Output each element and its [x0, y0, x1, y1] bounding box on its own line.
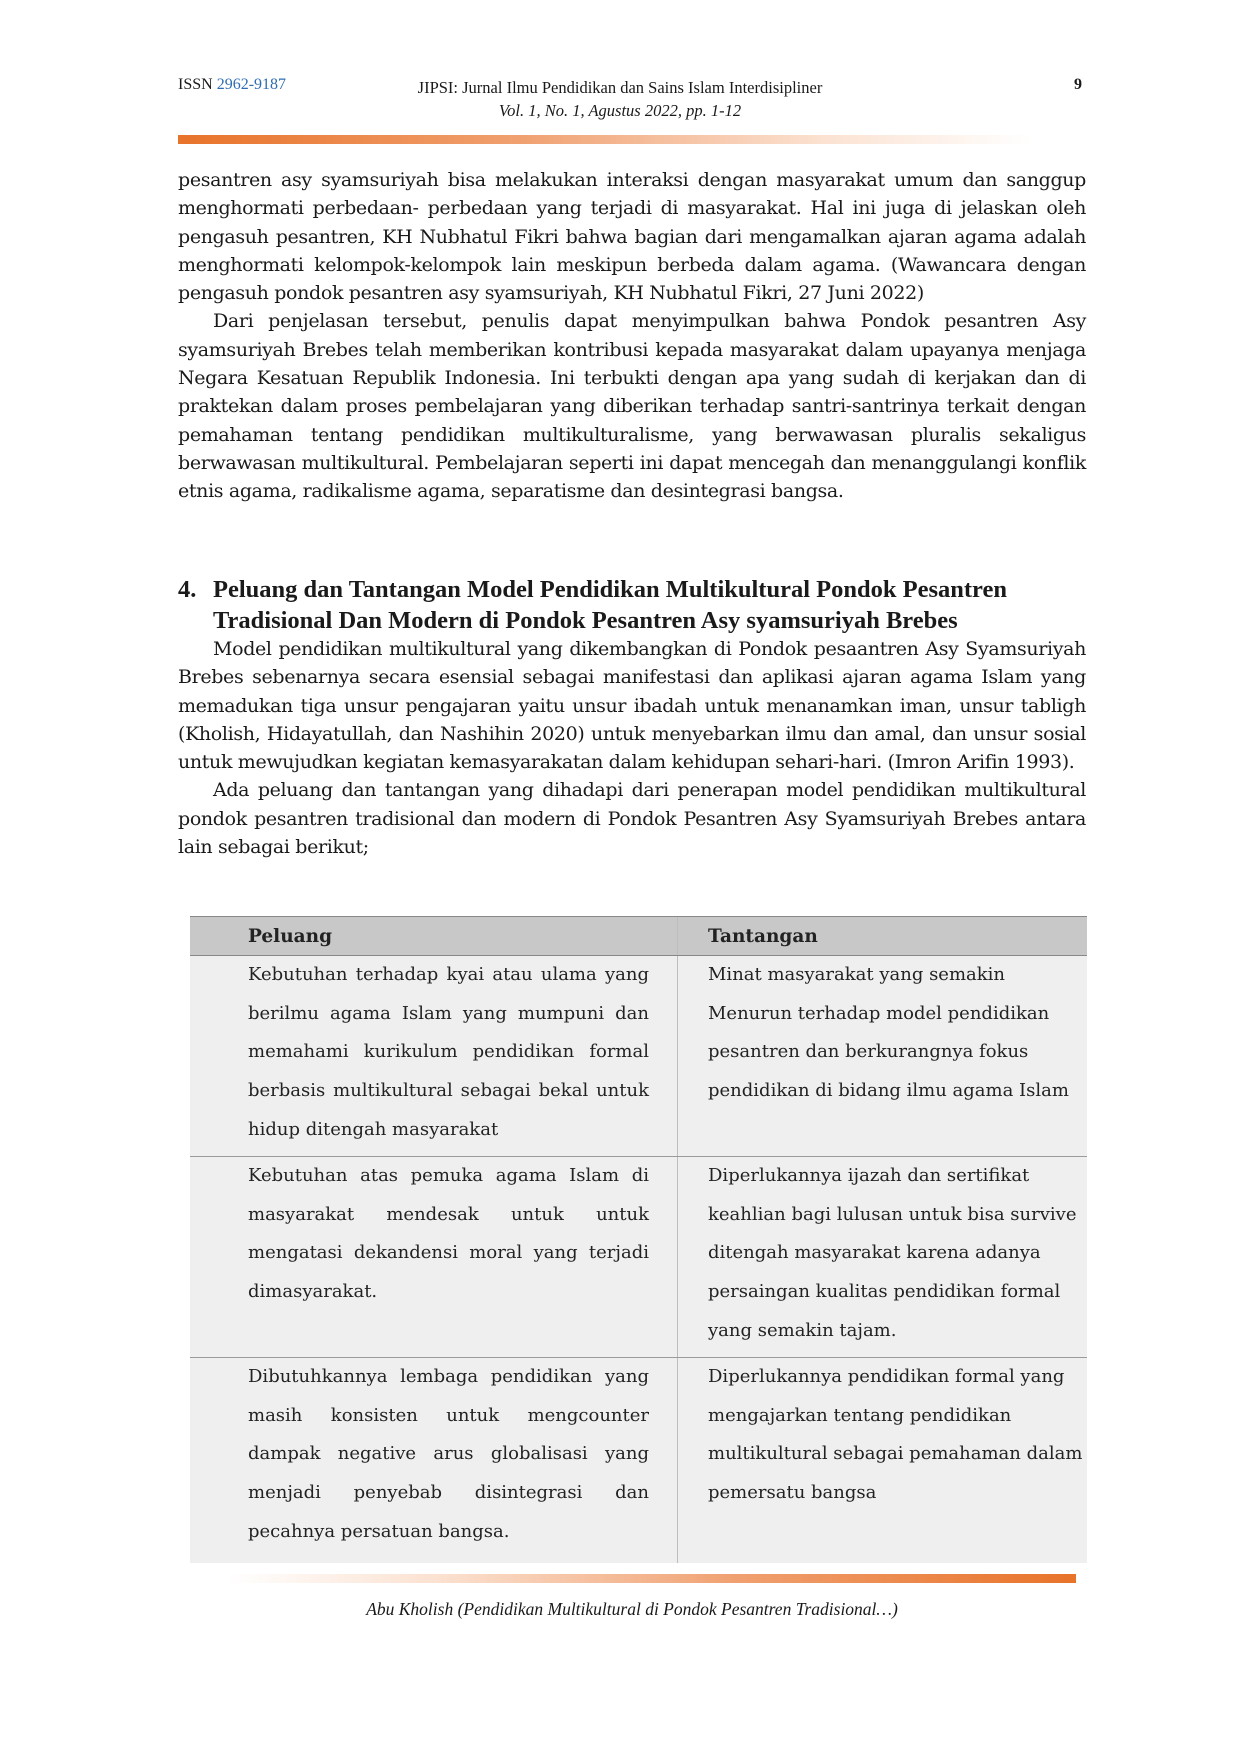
- table-row: [190, 1157, 1087, 1358]
- table-cell: Diperlukannya ijazah dan sertifikat keahlian bagi lulusan untuk bisa survive ditengah masyarakat karena adanya persaingan kualitas pendidikan formal yang semakin tajam.: [678, 1157, 1088, 1358]
- issn-label: ISSN: [178, 76, 217, 93]
- section-heading: [178, 574, 1086, 636]
- page-header: [178, 74, 1086, 134]
- paragraph: Dari penjelasan tersebut, penulis dapat menyimpulkan bahwa Pondok pesantren Asy syamsuriyah Brebes telah memberikan kontribusi kepada masyarakat dalam upayanya menjaga Negara Kesatuan Republik Indonesia. Ini terbukti dengan apa yang sudah di kerjakan dan di praktekan dalam proses pembelajaran yang diberikan terhadap santri-santrinya terkait dengan pemahaman tentang pendidikan multikulturalisme, yang berwawasan pluralis sekaligus berwawasan multikultural. Pembelajaran seperti ini dapat mencegah dan menanggulangi konflik etnis agama, radikalisme agama, separatisme dan desintegrasi bangsa.: [178, 310, 1086, 503]
- issn: [178, 76, 286, 94]
- body-text-2: [178, 635, 1086, 861]
- table-row: [190, 956, 1087, 1157]
- paragraph: Ada peluang dan tantangan yang dihadapi dari penerapan model pendidikan multikultural pondok pesantren tradisional dan modern di Pondok Pesantren Asy Syamsuriyah Brebes antara lain sebagai berikut;: [178, 779, 1086, 859]
- header-divider: [178, 135, 1032, 144]
- paragraph: Model pendidikan multikultural yang dikembangkan di Pondok pesaantren Asy Syamsuriyah Brebes sebenarnya secara esensial sebagai manifestasi dan aplikasi ajaran agama Islam yang memadukan tiga unsur pengajaran yaitu unsur ibadah untuk menanamkan iman, unsur tabligh (Kholish, Hidayatullah, dan Nashihin 2020) untuk menyebarkan ilmu dan amal, dan unsur sosial untuk mewujudkan kegiatan kemasyarakatan dalam kehidupan sehari-hari. (Imron Arifin 1993).: [178, 638, 1086, 774]
- issn-link[interactable]: 2962-9187: [216, 76, 287, 93]
- column-header-tantangan: Tantangan: [678, 917, 1088, 956]
- table-cell: Minat masyarakat yang semakin Menurun terhadap model pendidikan pesantren dan berkurangnya fokus pendidikan di bidang ilmu agama Islam: [678, 956, 1088, 1157]
- journal-info: [360, 76, 880, 122]
- journal-title: JIPSI: Jurnal Ilmu Pendidikan dan Sains Islam Interdisipliner: [417, 78, 823, 97]
- body-text: [178, 166, 1086, 506]
- page-number: 9: [1074, 76, 1082, 93]
- page-footer: Abu Kholish (Pendidikan Multikultural di Pondok Pesantren Tradisional…): [366, 1599, 898, 1619]
- column-header-peluang: Peluang: [190, 917, 678, 956]
- section-number: 4.: [178, 576, 197, 603]
- table-header-row: [190, 917, 1087, 956]
- peluang-tantangan-table: [190, 916, 1087, 1563]
- volume-info: Vol. 1, No. 1, Agustus 2022, pp. 1-12: [498, 101, 742, 120]
- table-row: [190, 1358, 1087, 1564]
- table-cell: Kebutuhan terhadap kyai atau ulama yang berilmu agama Islam yang mumpuni dan memahami kurikulum pendidikan formal berbasis multikultural sebagai bekal untuk hidup ditengah masyarakat: [190, 956, 678, 1157]
- paragraph: pesantren asy syamsuriyah bisa melakukan interaksi dengan masyarakat umum dan sanggup menghormati perbedaan- perbedaan yang terjadi di masyarakat. Hal ini juga di jelaskan oleh pengasuh pesantren, KH Nubhatul Fikri bahwa bagian dari mengamalkan ajaran agama adalah menghormati kelompok-kelompok lain meskipun berbeda dalam agama. (Wawancara dengan pengasuh pondok pesantren asy syamsuriyah, KH Nubhatul Fikri, 27 Juni 2022): [178, 169, 1086, 305]
- footer-divider: [228, 1574, 1076, 1583]
- table-cell: Kebutuhan atas pemuka agama Islam di masyarakat mendesak untuk untuk mengatasi dekandensi moral yang terjadi dimasyarakat.: [190, 1157, 678, 1358]
- section-title: Peluang dan Tantangan Model Pendidikan Multikultural Pondok Pesantren Tradisional Dan Modern di Pondok Pesantren Asy syamsuriyah Brebes: [213, 576, 1007, 634]
- table-cell: Diperlukannya pendidikan formal yang mengajarkan tentang pendidikan multikultural sebagai pemahaman dalam pemersatu bangsa: [678, 1358, 1088, 1564]
- table-cell: Dibutuhkannya lembaga pendidikan yang masih konsisten untuk mengcounter dampak negative arus globalisasi yang menjadi penyebab disintegrasi dan pecahnya persatuan bangsa.: [190, 1358, 678, 1564]
